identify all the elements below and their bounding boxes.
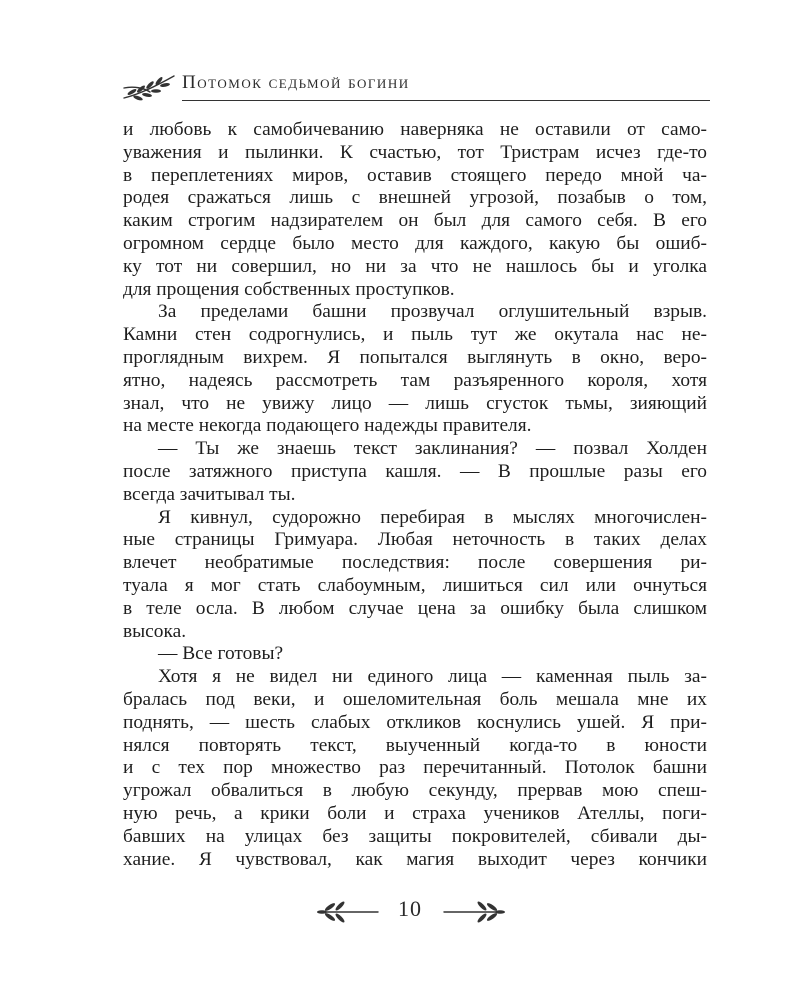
leaf-sprig-right-icon <box>442 898 506 924</box>
text-line: ятно, надеясь рассмотреть там разъяренного короля, хотя <box>123 369 707 391</box>
text-line: высока. <box>123 620 187 642</box>
text-line: — Ты же знаешь текст заклинания? — позвал Холден <box>158 438 707 460</box>
text-line: проглядным вихрем. Я попытался выглянуть в окно, веро- <box>123 346 707 368</box>
text-line: уважения и пылинки. К счастью, тот Тристрам исчез где-то <box>123 141 707 163</box>
text-line: на месте некогда подающего надежды правителя. <box>123 415 532 437</box>
text-line: бавших на улицах без защиты покровителей, сбивали ды- <box>123 825 707 847</box>
page-footer <box>0 892 800 932</box>
text-line: ные страницы Гримуара. Любая неточность в таких делах <box>123 529 707 551</box>
text-line: влечет необратимые последствия: после совершения ри- <box>123 552 707 574</box>
text-line: и с тех пор множество раз перечитанный. Потолок башни <box>123 757 707 779</box>
text-line: поднять, — шесть слабых откликов коснулись ушей. Я при- <box>123 711 707 733</box>
text-line: в теле осла. В любом случае цена за ошибку была слишком <box>123 597 707 619</box>
leaf-sprig-left-icon <box>316 898 380 924</box>
text-line: для прощения собственных проступков. <box>123 278 455 300</box>
header-divider <box>182 100 710 101</box>
running-header <box>120 70 710 106</box>
text-line: ку тот ни совершил, но ни за что не нашлось бы и уголка <box>123 255 707 277</box>
text-line: нялся повторять текст, выученный когда-то в юности <box>123 734 707 756</box>
text-line: родея сражаться лишь с внешней угрозой, позабыв о том, <box>123 187 707 209</box>
page-body-text <box>123 119 707 871</box>
text-line: угрожал обвалиться в любую секунду, прервав мою спеш- <box>123 780 707 802</box>
text-line: знал, что не увижу лицо — лишь сгусток тьмы, зияющий <box>123 392 707 414</box>
text-line: огромном сердце было место для каждого, какую бы ошиб- <box>123 232 707 254</box>
text-line: туала я мог стать слабоумным, лишиться сил или очнуться <box>123 574 707 596</box>
text-line: бралась под веки, и ошеломительная боль мешала мне их <box>123 688 707 710</box>
text-line: и любовь к самобичеванию наверняка не оставили от само- <box>123 119 707 140</box>
text-line: ную речь, а крики боли и страха учеников Ателлы, поги- <box>123 802 707 824</box>
book-title: Потомок седьмой богини <box>182 72 410 93</box>
text-line: в переплетениях миров, оставив стоящего передо мной ча- <box>123 164 707 186</box>
text-line: Я кивнул, судорожно перебирая в мыслях многочислен- <box>158 506 707 528</box>
text-line: после затяжного приступа кашля. — В прошлые разы его <box>123 460 707 482</box>
text-line: всегда зачитывал ты. <box>123 483 296 505</box>
text-line: хание. Я чувствовал, как магия выходит через кончики <box>123 848 707 870</box>
leaf-sprig-icon <box>120 72 178 102</box>
page-number: 10 <box>398 896 422 921</box>
text-line: За пределами башни прозвучал оглушительный взрыв. <box>158 301 707 323</box>
text-line: каким строгим надзирателем он был для самого себя. В его <box>123 210 707 232</box>
text-line: Камни стен содрогнулись, и пыль тут же окутала нас не- <box>123 324 707 346</box>
text-line: — Все готовы? <box>158 643 284 665</box>
text-line: Хотя я не видел ни единого лица — каменная пыль за- <box>158 666 707 688</box>
